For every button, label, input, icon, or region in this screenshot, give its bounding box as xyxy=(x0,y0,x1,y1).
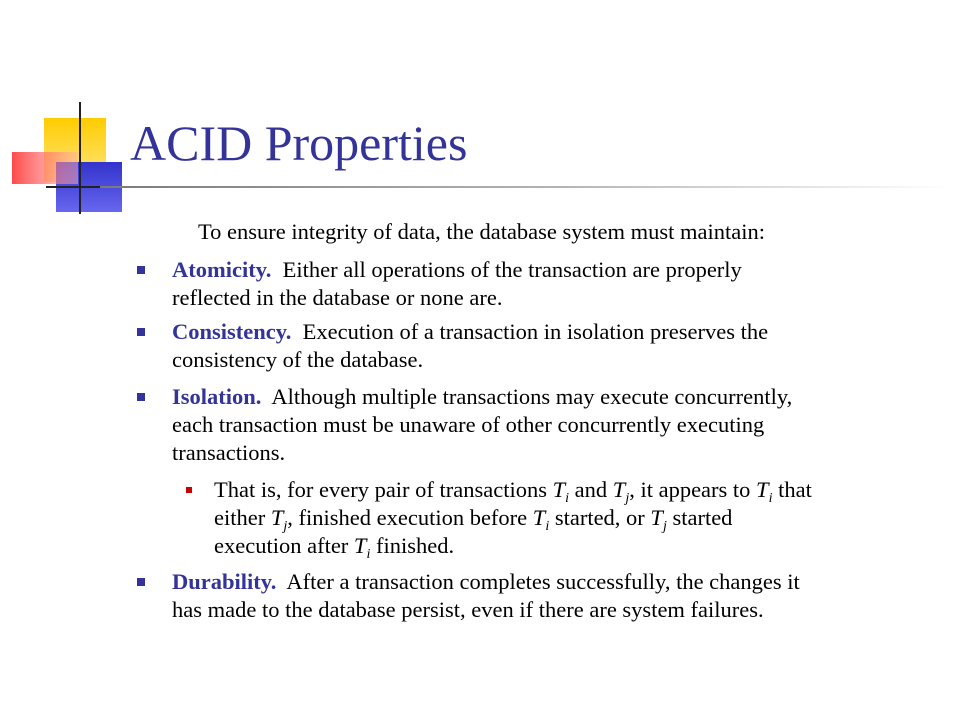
bullet-text: transactions. xyxy=(172,440,286,465)
bullet-line: Durability. After a transaction completes successfully, the changes it xyxy=(172,569,800,594)
bullet-isolation xyxy=(172,383,932,467)
bullet-line: That is, for every pair of transactions $T_i$ and $T_j$, it appears to $T_i$ that xyxy=(214,477,812,506)
term-consistency: Consistency xyxy=(172,319,286,344)
bullet-text: each transaction must be unaware of other concurrently executing xyxy=(172,412,765,437)
bullet-square-icon xyxy=(137,266,145,274)
bullet-line: either $T_j$, finished execution before $T_i$ started, or $T_j$ started xyxy=(214,505,733,534)
term-durability: Durability xyxy=(172,569,271,594)
bullet-text: reflected in the database or none are. xyxy=(172,285,503,310)
bullet-durability xyxy=(172,568,932,624)
bullet-text: consistency of the database. xyxy=(172,347,424,372)
sub-bullet-square-icon xyxy=(186,487,192,493)
bullet-square-icon xyxy=(137,328,145,336)
bullet-text: Either all operations of the transaction are properly xyxy=(271,257,742,282)
term-isolation: Isolation xyxy=(172,384,256,409)
bullet-atomicity xyxy=(172,256,932,312)
slide-title: ACID Properties xyxy=(130,115,468,171)
bullet-square-icon xyxy=(137,393,145,401)
bullet-line: execution after $T_i$ finished. xyxy=(214,533,455,562)
bullet-line: Consistency. Execution of a transaction in isolation preserves the xyxy=(172,319,769,344)
intro-text: To ensure integrity of data, the database system must maintain: xyxy=(198,219,766,244)
bullet-consistency xyxy=(172,318,932,374)
bullet-text: has made to the database persist, even if there are system failures. xyxy=(172,597,764,622)
bullet-line: Isolation. Although multiple transactions may execute concurrently, xyxy=(172,384,793,409)
bullet-isolation-detail xyxy=(214,476,934,560)
bullet-square-icon xyxy=(137,578,145,586)
term-atomicity: Atomicity xyxy=(172,257,266,282)
bullet-text: Although multiple transactions may execute concurrently, xyxy=(261,384,793,409)
bullet-text: Execution of a transaction in isolation preserves the xyxy=(291,319,769,344)
bullet-text: After a transaction completes successfully, the changes it xyxy=(276,569,800,594)
bullet-line: Atomicity. Either all operations of the transaction are properly xyxy=(172,257,742,282)
